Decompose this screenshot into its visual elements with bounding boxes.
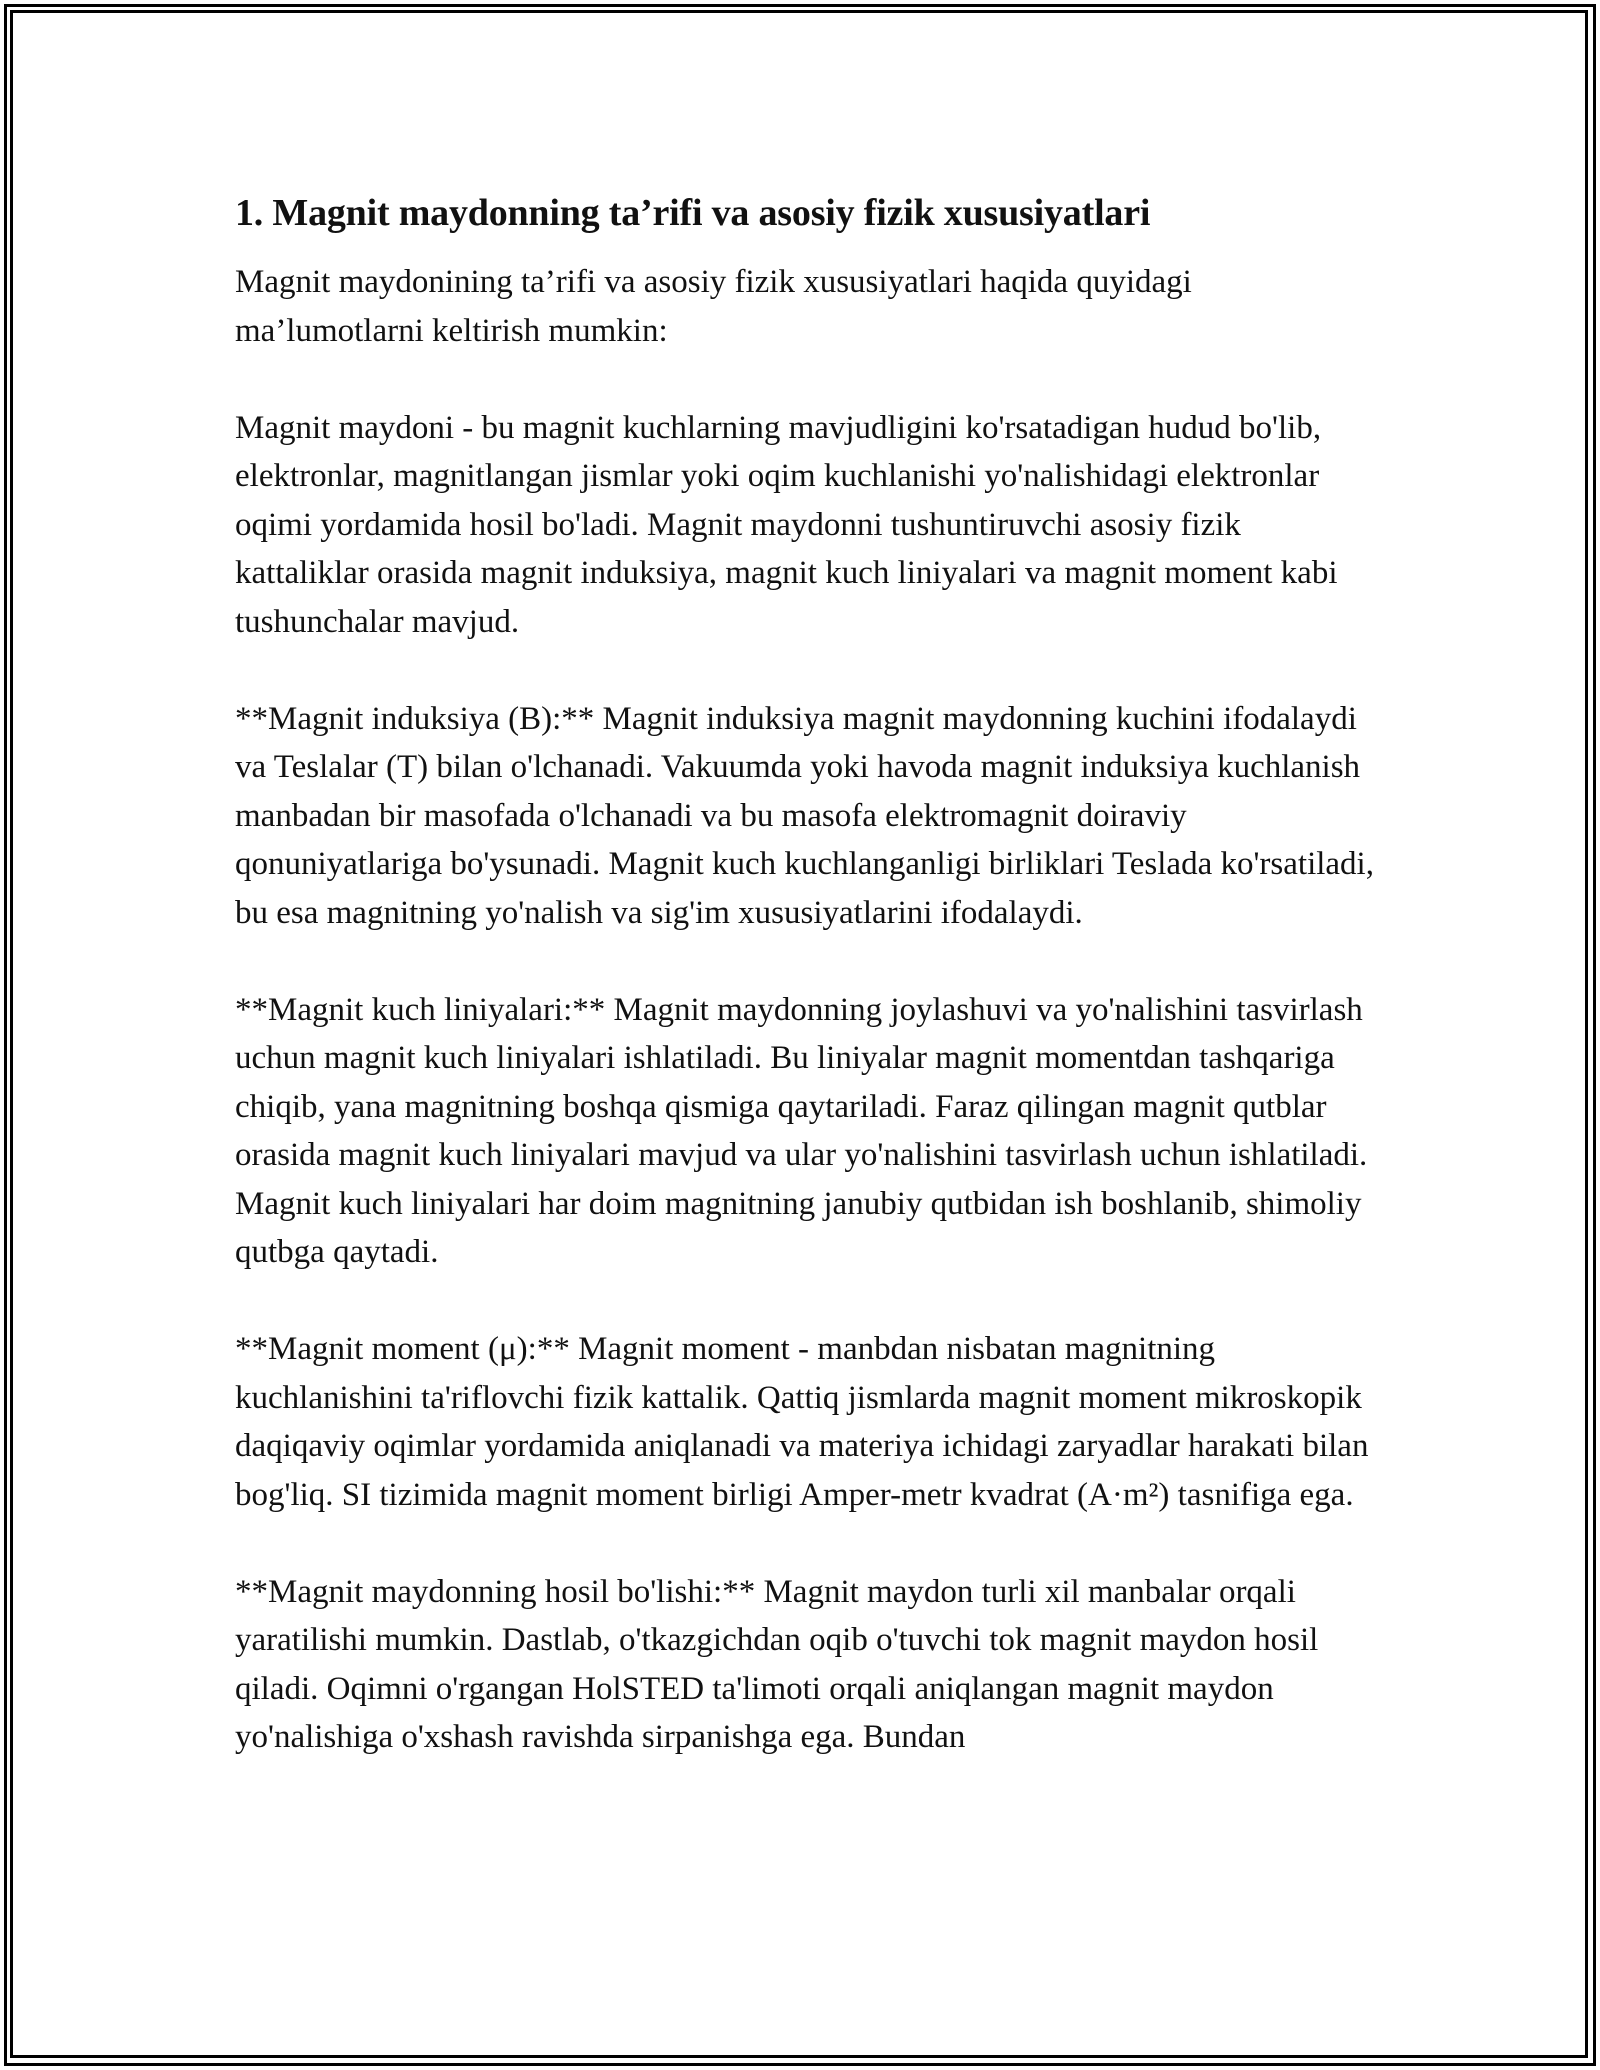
paragraph-field-generation: **Magnit maydonning hosil bo'lishi:** Magnit maydon turli xil manbalar orqali yaratilishi mumkin. Dastlab, o'tkazgichdan oqib o'tuvchi tok magnit maydon hosil qiladi. Oqimni o'rgangan HolSTED ta'limoti orqali aniqlangan magnit maydon yo'nalishiga o'xshash ravishda sirpanishga ega. Bundan — [235, 1573, 1319, 1755]
paragraph-magnetic-induction: **Magnit induksiya (B):** Magnit induksiya magnit maydonning kuchini ifodalaydi va Teslalar (T) bilan o'lchanadi. Vakuumda yoki havoda magnit induksiya kuchlanish manbadan bir masofada o'lchanadi va bu masofa elektromagnit doiraviy qonuniyatlariga bo'ysunadi. Magnit kuch kuchlanganligi birliklari Teslada ko'rsatiladi, bu esa magnitning yo'nalish va sig'im xususiyatlarini ifodalaydi. — [235, 700, 1374, 931]
document-body — [235, 188, 1375, 1762]
section-heading: 1. Magnit maydonning ta’rifi va asosiy fizik xususiyatlari — [235, 192, 1151, 234]
paragraph-field-lines: **Magnit kuch liniyalari:** Magnit maydonning joylashuvi va yo'nalishini tasvirlash uchun magnit kuch liniyalari ishlatiladi. Bu liniyalar magnit momentdan tashqariga chiqib, yana magnitning boshqa qismiga qaytariladi. Faraz qilingan magnit qutblar orasida magnit kuch liniyalari mavjud va ular yo'nalishini tasvirlash uchun ishlatiladi. Magnit kuch liniyalari har doim magnitning janubiy qutbidan ish boshlanib, shimoliy qutbga qaytadi. — [235, 991, 1368, 1270]
paragraph-intro: Magnit maydonining ta’rifi va asosiy fizik xususiyatlari haqida quyidagi ma’lumotlarni keltirish mumkin: — [235, 264, 1192, 349]
paragraph-magnetic-moment: **Magnit moment (μ):** Magnit moment - manbdan nisbatan magnitning kuchlanishini ta'riflovchi fizik kattalik. Qattiq jismlarda magnit moment mikroskopik daqiqaviy oqimlar yordamida aniqlanadi va materiya ichidagi zaryadlar harakati bilan bog'liq. SI tizimida magnit moment birligi Amper-metr kvadrat (A·m²) tasnifiga ega. — [235, 1331, 1369, 1513]
paragraph-definition: Magnit maydoni - bu magnit kuchlarning mavjudligini ko'rsatadigan hudud bo'lib, elektronlar, magnitlangan jismlar yoki oqim kuchlanishi yo'nalishidagi elektronlar oqimi yordamida hosil bo'ladi. Magnit maydonni tushuntiruvchi asosiy fizik kattaliklar orasida magnit induksiya, magnit kuch liniyalari va magnit moment kabi tushunchalar mavjud. — [235, 409, 1338, 640]
